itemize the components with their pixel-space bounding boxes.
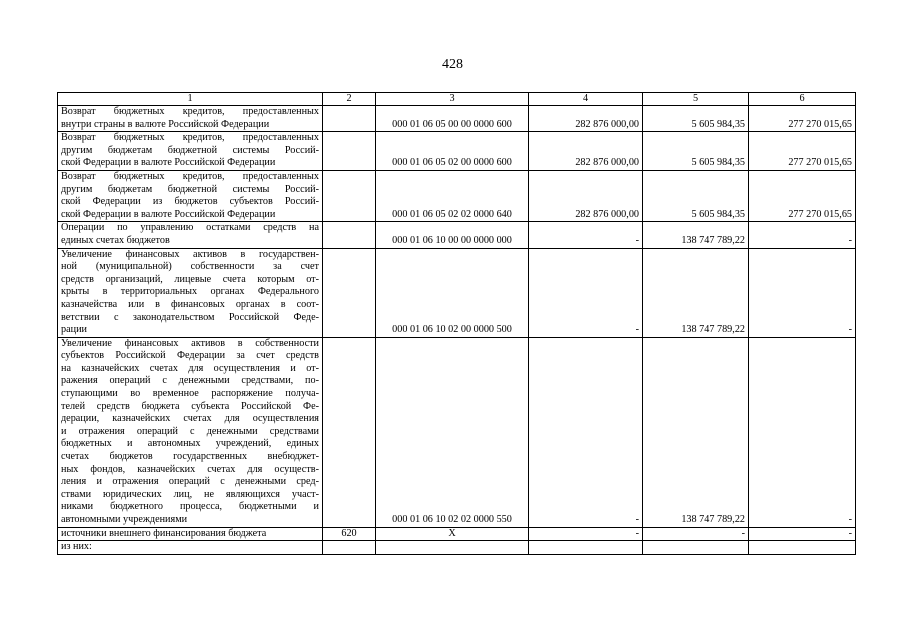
line-code-cell <box>323 337 376 527</box>
row-name-line: ствами юридических лиц, не являющихся участ- <box>61 488 319 500</box>
row-name-line: рации <box>61 324 87 336</box>
line-code-cell: 620 <box>323 527 376 541</box>
row-name-cell <box>58 527 323 541</box>
executed-amount-cell: 5 605 984,35 <box>643 106 749 132</box>
row-name-line: счетах бюджетов государственных внебюджет- <box>61 451 319 463</box>
executed-amount-cell: 5 605 984,35 <box>643 170 749 221</box>
classification-code-cell: 000 01 06 05 02 00 0000 600 <box>376 132 529 171</box>
row-name-line: ражения операций с денежными средствами, по- <box>61 375 319 387</box>
column-number: 4 <box>529 93 643 106</box>
page-number: 428 <box>442 57 463 72</box>
line-code-cell <box>323 132 376 171</box>
table-row <box>58 541 856 555</box>
classification-code-cell: 000 01 06 05 02 02 0000 640 <box>376 170 529 221</box>
column-number-row <box>58 93 856 106</box>
table-row <box>58 248 856 337</box>
row-name-line: внутри страны в валюте Российской Федерации <box>61 118 270 130</box>
row-name-line: ской Федерации в валюте Российской Федерации <box>61 208 276 220</box>
executed-amount-cell: 138 747 789,22 <box>643 337 749 527</box>
row-name-line: ной (муниципальной) собственности за счет <box>61 261 319 273</box>
row-name-line: Увеличение финансовых активов в государствен- <box>61 248 319 260</box>
classification-code-cell: 000 01 06 10 00 00 0000 000 <box>376 222 529 248</box>
row-name-line: и отражения операций с денежными средствами <box>61 425 319 437</box>
remaining-amount-cell: 277 270 015,65 <box>749 170 856 221</box>
table-row <box>58 337 856 527</box>
row-name-line: ветствии с законодательством Российской Феде- <box>61 311 319 323</box>
remaining-amount-cell: 277 270 015,65 <box>749 132 856 171</box>
row-name-line: никами бюджетного процесса, бюджетными и <box>61 501 319 513</box>
row-name-line: крыты в территориальных органах Федерального <box>61 286 319 298</box>
executed-amount-cell: 138 747 789,22 <box>643 222 749 248</box>
row-name-line: Возврат бюджетных кредитов, предоставленных <box>61 106 319 117</box>
column-number: 3 <box>376 93 529 106</box>
classification-code-cell <box>376 541 529 555</box>
row-name-line: ской Федерации в валюте Российской Федерации <box>61 157 276 169</box>
remaining-amount-cell: - <box>749 222 856 248</box>
approved-amount-cell: 282 876 000,00 <box>529 170 643 221</box>
approved-amount-cell: - <box>529 337 643 527</box>
row-name-line: ской Федерации из бюджетов субъектов Россий- <box>61 196 319 208</box>
row-name-line: ступающими во временное распоряжение получа- <box>61 388 319 400</box>
table-row <box>58 527 856 541</box>
line-code-cell <box>323 248 376 337</box>
row-name-line: другим бюджетам бюджетной системы Россий- <box>61 144 319 156</box>
line-code-cell <box>323 541 376 555</box>
table-row <box>58 222 856 248</box>
line-code-cell <box>323 222 376 248</box>
row-name-line: телей средств бюджета субъекта Российской Фе- <box>61 400 319 412</box>
row-name-line: казначейства или в финансовых органах в соот- <box>61 298 319 310</box>
row-name-cell <box>58 170 323 221</box>
row-name-cell <box>58 222 323 248</box>
table-row <box>58 170 856 221</box>
row-name-line: субъектов Российской Федерации за счет средств <box>61 350 319 362</box>
row-name-line: другим бюджетам бюджетной системы Россий- <box>61 183 319 195</box>
row-name-line: Возврат бюджетных кредитов, предоставленных <box>61 132 319 144</box>
row-name-line: автономными учреждениями <box>61 514 188 525</box>
classification-code-cell: X <box>376 527 529 541</box>
row-name-cell <box>58 541 323 555</box>
classification-code-cell: 000 01 06 05 00 00 0000 600 <box>376 106 529 132</box>
table-row <box>58 106 856 132</box>
column-number: 6 <box>749 93 856 106</box>
approved-amount-cell: 282 876 000,00 <box>529 106 643 132</box>
approved-amount-cell <box>529 541 643 555</box>
row-name-cell <box>58 248 323 337</box>
table-row <box>58 132 856 171</box>
executed-amount-cell: - <box>643 527 749 541</box>
approved-amount-cell: - <box>529 527 643 541</box>
column-number: 5 <box>643 93 749 106</box>
row-name-cell <box>58 337 323 527</box>
row-name-cell <box>58 106 323 132</box>
remaining-amount-cell: 277 270 015,65 <box>749 106 856 132</box>
approved-amount-cell: - <box>529 248 643 337</box>
row-name-line: бюджетных и автономных учреждений, единых <box>61 438 319 450</box>
classification-code-cell: 000 01 06 10 02 00 0000 500 <box>376 248 529 337</box>
row-name-line: единых счетах бюджетов <box>61 234 170 246</box>
row-name-line: ления и отражения операций с денежными сред- <box>61 476 319 488</box>
remaining-amount-cell: - <box>749 527 856 541</box>
approved-amount-cell: 282 876 000,00 <box>529 132 643 171</box>
remaining-amount-cell: - <box>749 337 856 527</box>
executed-amount-cell: 138 747 789,22 <box>643 248 749 337</box>
approved-amount-cell: - <box>529 222 643 248</box>
classification-code-cell: 000 01 06 10 02 02 0000 550 <box>376 337 529 527</box>
row-name-line: ных фондов, казначейских счетах для осуществ- <box>61 463 319 475</box>
row-name-line: источники внешнего финансирования бюджета <box>61 527 267 539</box>
column-number: 1 <box>58 93 323 106</box>
row-name-line: средств организаций, лицевые счета которым от- <box>61 273 319 285</box>
remaining-amount-cell: - <box>749 248 856 337</box>
row-name-line: Операции по управлению остатками средств на <box>61 222 319 234</box>
row-name-cell <box>58 132 323 171</box>
budget-sources-table <box>57 92 856 555</box>
row-name-line: Увеличение финансовых активов в собственности <box>61 337 319 349</box>
executed-amount-cell <box>643 541 749 555</box>
line-code-cell <box>323 170 376 221</box>
row-name-line: Возврат бюджетных кредитов, предоставленных <box>61 170 319 182</box>
column-number: 2 <box>323 93 376 106</box>
row-name-line: дерации, казначейских счетах для осуществления <box>61 413 319 425</box>
remaining-amount-cell <box>749 541 856 555</box>
row-name-line: из них: <box>61 541 92 553</box>
row-name-line: на казначейских счетах для осуществления и от- <box>61 362 319 374</box>
line-code-cell <box>323 106 376 132</box>
executed-amount-cell: 5 605 984,35 <box>643 132 749 171</box>
